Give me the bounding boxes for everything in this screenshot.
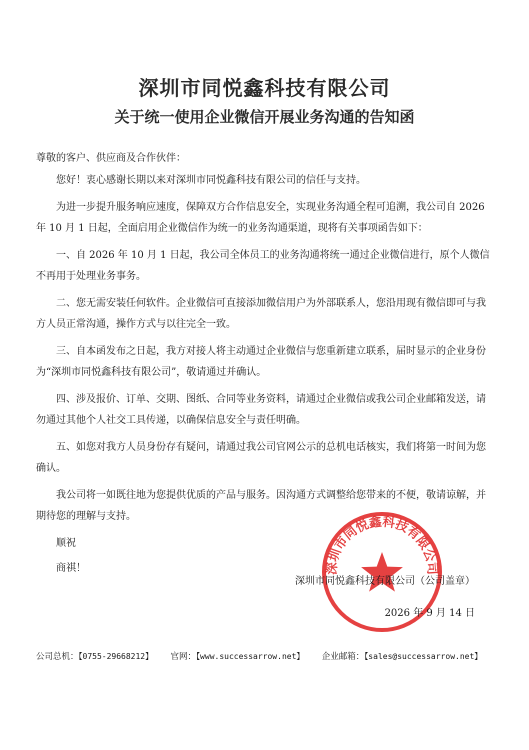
paragraph-item-3: 三、自本函发布之日起，我方对接人将主动通过企业微信与您重新建立联系，届时显示的企业身份为“深圳市同悦鑫科技有限公司”，敬请通过并确认。	[36, 346, 486, 378]
company-title: 深圳市同悦鑫科技有限公司	[138, 76, 391, 100]
email-label: 企业邮箱：	[321, 652, 365, 662]
contact-footer	[36, 650, 506, 662]
salutation: 尊敬的客户、供应商及合作伙伴：	[36, 153, 186, 164]
closing-wish: 顺祝	[56, 538, 76, 549]
signature-date: 2026 年 9 月 14 日	[384, 608, 475, 619]
seal-text: 深圳市同悦鑫科技有限公司	[323, 513, 441, 576]
paragraph-intro: 为进一步提升服务响应速度，保障双方合作信息安全，实现业务沟通全程可追溯，我公司自 2026 年 10 月 1 日起，全面启用企业微信作为统一的业务沟通渠道，现将有关事项函告如下：	[36, 202, 485, 234]
paragraph-item-2: 二、您无需安装任何软件。企业微信可直接添加微信用户为外部联系人，您沿用现有微信即可与我方人员正常沟通，操作方式与以往完全一致。	[36, 298, 486, 330]
paragraph-item-4: 四、涉及报价、订单、交期、图纸、合同等业务资料，请通过企业微信或我公司企业邮箱发送，请勿通过其他个人社交工具传递，以确保信息安全与责任明确。	[36, 394, 486, 426]
closing-regards: 商祺！	[56, 563, 86, 574]
notice-title: 关于统一使用企业微信开展业务沟通的告知函	[114, 108, 415, 126]
website-link[interactable]: 【www.successarrow.net】	[196, 652, 305, 661]
paragraph-item-5: 五、如您对我方人员身份存有疑问，请通过我公司官网公示的总机电话核实，我们将第一时间为您确认。	[36, 442, 486, 474]
signature-company: 深圳市同悦鑫科技有限公司（公司盖章）	[295, 576, 475, 587]
website-label: 官网：	[170, 652, 197, 662]
paragraph-conclusion: 我公司将一如既往地为您提供优质的产品与服务。因沟通方式调整给您带来的不便，敬请谅解，并期待您的理解与支持。	[36, 490, 486, 522]
paragraph-item-1: 一、自 2026 年 10 月 1 日起，我公司全体员工的业务沟通将统一通过企业微信进行，原个人微信不再用于处理业务事务。	[36, 250, 490, 282]
phone-label: 公司总机：	[36, 652, 79, 662]
email-link[interactable]: 【sales@successarrow.net】	[364, 652, 483, 661]
paragraph-greeting: 您好！衷心感谢长期以来对深圳市同悦鑫科技有限公司的信任与支持。	[56, 175, 366, 186]
phone-number: 【0755-29668212】	[78, 652, 154, 661]
